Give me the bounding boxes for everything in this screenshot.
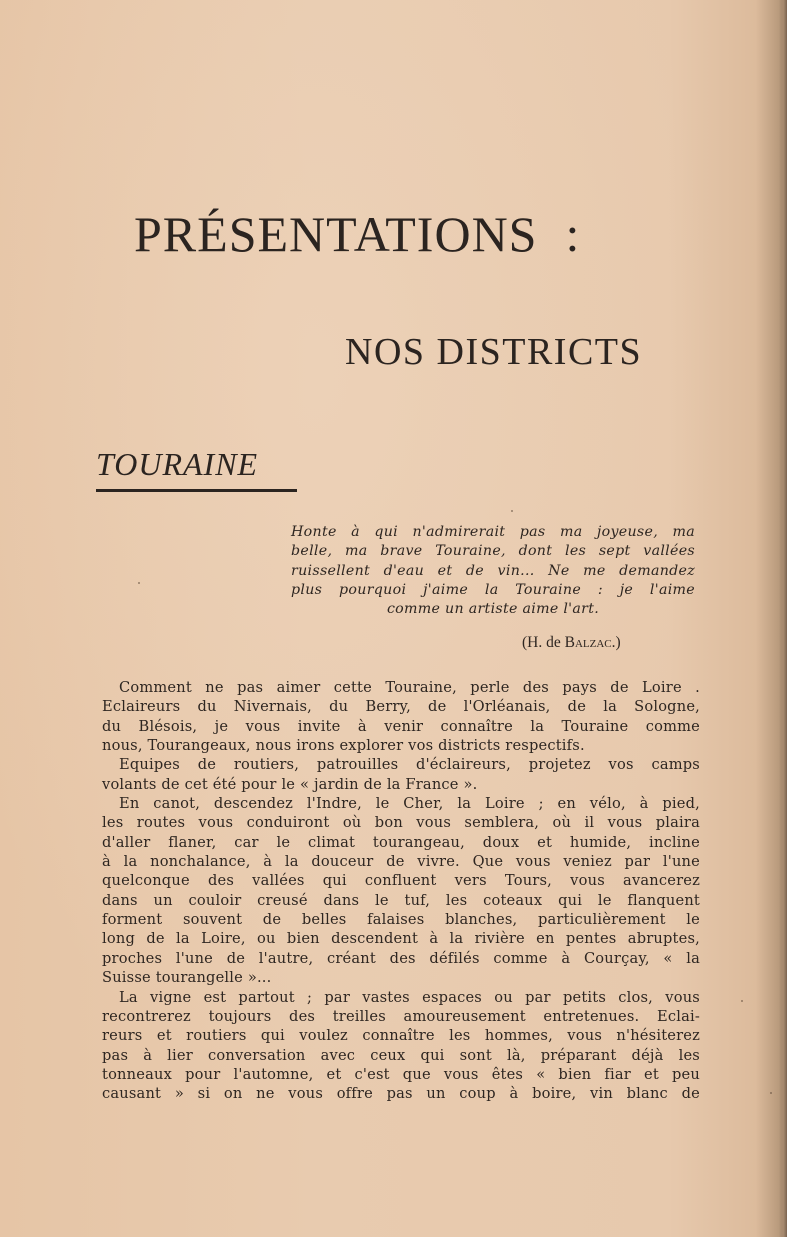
epigraph-line: plus pourquoi j'aime la Touraine : je l'aime bbox=[291, 581, 695, 598]
body-line: Comment ne pas aimer cette Touraine, perle des pays de Loire . bbox=[119, 679, 700, 696]
body-line: La vigne est partout ; par vastes espaces ou par petits clos, vous bbox=[119, 988, 700, 1006]
body-line: volants de cet été pour le « jardin de la France ». bbox=[102, 775, 478, 793]
page-title-text: PRÉSENTATIONS bbox=[134, 206, 538, 262]
body-text bbox=[102, 678, 700, 1104]
paper-speck bbox=[138, 582, 140, 584]
body-line: En canot, descendez l'Indre, le Cher, la Loire ; en vélo, à pied, bbox=[119, 795, 700, 813]
epigraph-line: belle, ma brave Touraine, dont les sept vallées bbox=[291, 543, 695, 560]
body-line: dans un couloir creusé dans le tuf, les coteaux qui le flanquent bbox=[102, 891, 700, 909]
section-heading: TOURAINE bbox=[96, 446, 259, 482]
attribution-suffix: .) bbox=[611, 634, 621, 651]
page-title bbox=[134, 205, 580, 263]
body-line: Suisse tourangelle »... bbox=[102, 969, 272, 987]
page-spine-edge bbox=[779, 0, 787, 1237]
body-line: pas à lier conversation avec ceux qui sont là, préparant déjà les bbox=[102, 1046, 700, 1064]
body-line: les routes vous conduiront où bon vous semblera, où il vous plaira bbox=[102, 814, 700, 832]
body-line: reurs et routiers qui voulez connaître les hommes, vous n'hésiterez bbox=[102, 1027, 700, 1045]
body-line: Equipes de routiers, patrouilles d'éclaireurs, projetez vos camps bbox=[119, 756, 700, 774]
attribution-author: Balzac bbox=[564, 634, 612, 651]
section-underline bbox=[96, 489, 297, 492]
attribution-prefix: (H. de bbox=[522, 634, 565, 651]
body-line: long de la Loire, ou bien descendent à la rivière en pentes abruptes, bbox=[102, 930, 700, 948]
body-line: forment souvent de belles falaises blanches, particulièrement le bbox=[102, 911, 700, 929]
page-title-colon: : bbox=[565, 206, 581, 262]
body-line: tonneaux pour l'automne, et c'est que vous êtes « bien fiar et peu bbox=[102, 1065, 700, 1083]
page-subtitle: NOS DISTRICTS bbox=[345, 331, 643, 373]
body-line: d'aller flaner, car le climat tourangeau, doux et humide, incline bbox=[102, 833, 700, 851]
body-line: causant » si on ne vous offre pas un coup à boire, vin blanc de bbox=[102, 1085, 700, 1103]
paper-speck bbox=[770, 1092, 772, 1094]
paper-speck bbox=[511, 510, 513, 512]
epigraph-quote bbox=[291, 523, 695, 619]
epigraph-line: comme un artiste aime l'art. bbox=[386, 601, 600, 618]
body-line: à la nonchalance, à la douceur de vivre. Que vous veniez par l'une bbox=[102, 853, 700, 871]
body-line: Eclaireurs du Nivernais, du Berry, de l'Orléanais, de la Sologne, bbox=[102, 698, 700, 716]
paper-speck bbox=[741, 1000, 743, 1002]
body-line: proches l'une de l'autre, créant des défilés comme à Courçay, « la bbox=[102, 949, 700, 967]
body-line: du Blésois, je vous invite à venir connaître la Touraine comme bbox=[102, 717, 700, 735]
body-line: recontrerez toujours des treilles amoureusement entretenues. Eclai- bbox=[102, 1007, 700, 1025]
body-line: quelconque des vallées qui confluent vers Tours, vous avancerez bbox=[102, 872, 700, 890]
body-line: nous, Tourangeaux, nous irons explorer vos districts respectifs. bbox=[102, 737, 585, 755]
epigraph-line: Honte à qui n'admirerait pas ma joyeuse, ma bbox=[291, 524, 695, 540]
epigraph-line: ruissellent d'eau et de vin... Ne me demandez bbox=[291, 562, 695, 579]
epigraph-attribution bbox=[522, 634, 621, 652]
